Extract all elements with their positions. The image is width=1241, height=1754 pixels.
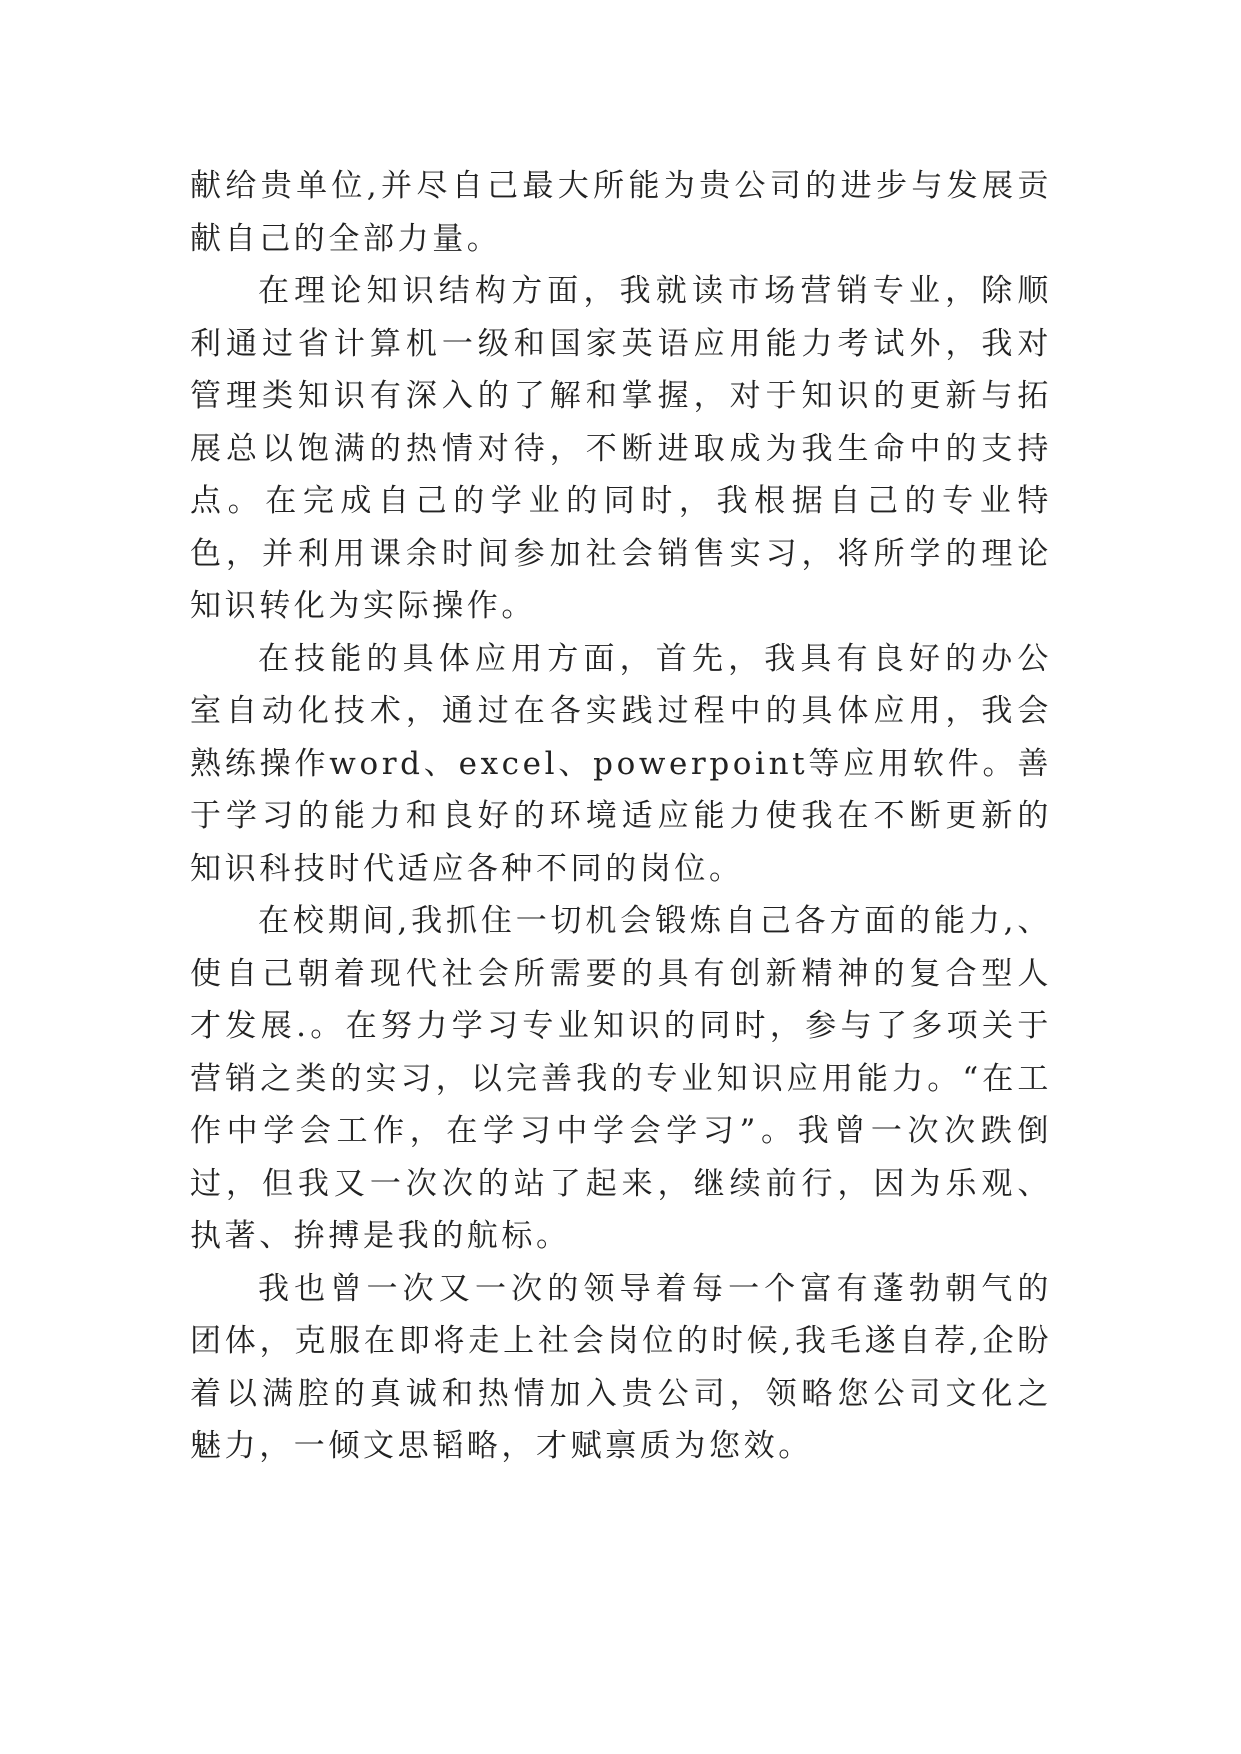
paragraph-continuation: 献给贵单位,并尽自己最大所能为贵公司的进步与发展贡献自己的全部力量。 [190,168,1052,257]
paragraph-theory-knowledge: 在理论知识结构方面，我就读市场营销专业，除顺利通过省计算机一级和国家英语应用能力考试外，我对管理类知识有深入的了解和掌握，对于知识的更新与拓展总以饱满的热情对待，不断进取成为我生命中的支持点。在完成自己的学业的同时，我根据自己的专业特色，并利用课余时间参加社会销售实习，将所学的理论知识转化为实际操作。 [190,273,1052,624]
paragraph-closing: 我也曾一次又一次的领导着每一个富有蓬勃朝气的团体，克服在即将走上社会岗位的时候,我毛遂自荐,企盼着以满腔的真诚和热情加入贵公司，领略您公司文化之魅力，一倾文思韬略，才赋禀质为您效。 [190,1270,1052,1464]
paragraph-school-experience: 在校期间,我抓住一切机会锻炼自己各方面的能力,、使自己朝着现代社会所需要的具有创新精神的复合型人才发展.。在努力学习专业知识的同时，参与了多项关于营销之类的实习，以完善我的专业知识应用能力。“在工作中学会工作，在学习中学会学习”。我曾一次次跌倒过，但我又一次次的站了起来，继续前行，因为乐观、执著、拚搏是我的航标。 [190,903,1052,1254]
document-body [190,160,1052,1473]
paragraph-skills: 在技能的具体应用方面，首先，我具有良好的办公室自动化技术，通过在各实践过程中的具体应用，我会熟练操作word、excel、powerpoint等应用软件。善于学习的能力和良好的环境适应能力使我在不断更新的知识科技时代适应各种不同的岗位。 [190,640,1052,887]
